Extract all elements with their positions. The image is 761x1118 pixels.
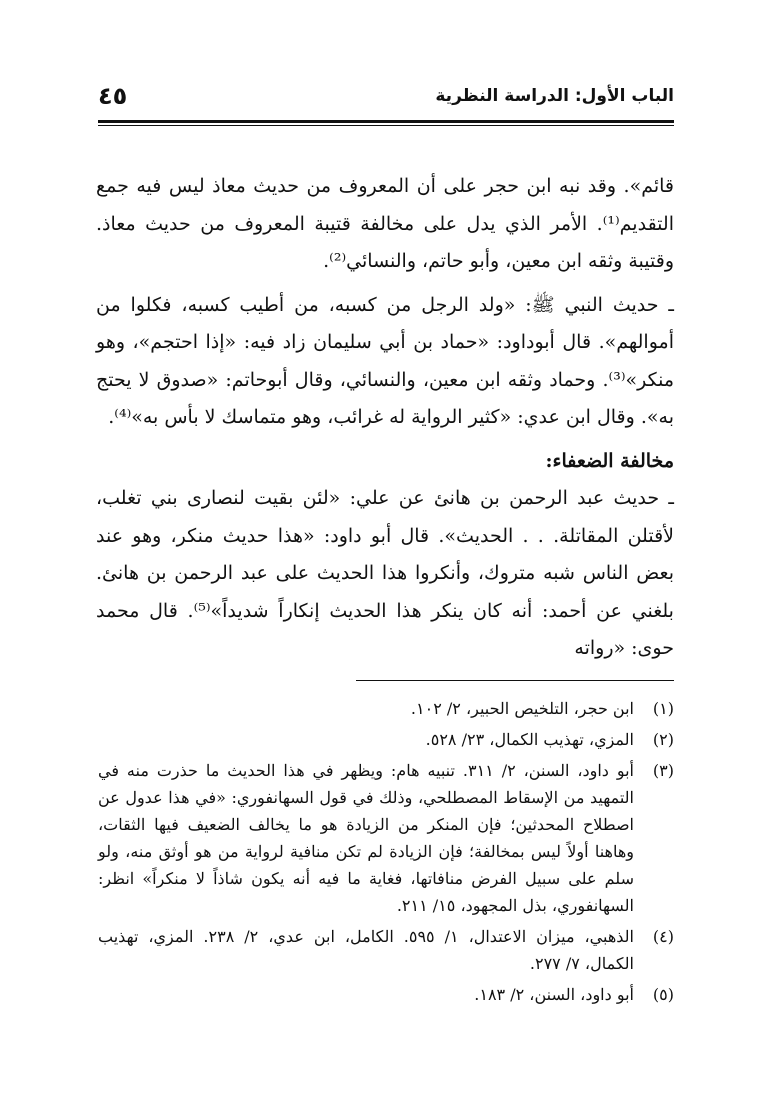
footnote-number: (٢)	[652, 730, 674, 749]
footnote-number: (٤)	[652, 927, 674, 946]
footnote-number: (٥)	[652, 985, 674, 1004]
section-heading: مخالفة الضعفاء:	[545, 449, 674, 472]
paragraph-2: ـ حديث النبي ﷺ: «ولد الرجل من كسبه، من أطيب كسبه، فكلوا من أموالهم». قال أبوداود: «حماد بن أبي سليمان زاد فيه: «إذا احتجم»، وهو منكر»⁽³⁾. وحماد وثقه ابن معين، والنسائي، وقال أبوحاتم: «صدوق لا يحتج به». وقال ابن عدي: «كثير الرواية له غرائب، وهو متماسك لا بأس به»⁽⁴⁾.	[96, 293, 674, 428]
header-rule	[98, 120, 674, 126]
footnote-number: (١)	[652, 699, 674, 718]
footnotes	[98, 695, 674, 1012]
footnote-text: المزي، تهذيب الكمال، ٢٣/ ٥٢٨.	[425, 730, 634, 749]
footnote	[98, 757, 674, 919]
footnote-text: أبو داود، السنن، ٢/ ١٨٣.	[474, 985, 634, 1004]
running-header	[98, 82, 674, 116]
main-text	[96, 168, 674, 674]
footnote-text: الذهبي، ميزان الاعتدال، ١/ ٥٩٥. الكامل، ابن عدي، ٢/ ٢٣٨. المزي، تهذيب الكمال، ٧/ ٢٧٧.	[98, 927, 634, 973]
footnote	[98, 923, 674, 977]
footnote	[98, 726, 674, 753]
paragraph-3: ـ حديث عبد الرحمن بن هانئ عن علي: «لئن بقيت لنصارى بني تغلب، لأقتلن المقاتلة. . . الحديث». قال أبو داود: «هذا حديث منكر، وهو عند بعض الناس شبه متروك، وأنكروا هذا الحديث على عبد الرحمن بن هانئ. بلغني عن أحمد: أنه كان ينكر هذا الحديث إنكاراً شديداً»⁽⁵⁾. قال محمد حوى: «رواته	[96, 487, 674, 659]
footnote	[98, 981, 674, 1008]
chapter-title: الباب الأول: الدراسة النظرية	[435, 86, 674, 106]
footnote-number: (٣)	[652, 761, 674, 780]
footnote-text: ابن حجر، التلخيص الحبير، ٢/ ١٠٢.	[410, 699, 634, 718]
paragraph-1: قائم». وقد نبه ابن حجر على أن المعروف من حديث معاذ ليس فيه جمع التقديم⁽¹⁾. الأمر الذي يدل على مخالفة قتيبة المعروف من حديث معاذ. وقتيبة وثقه ابن معين، وأبو حاتم، والنسائي⁽²⁾.	[96, 175, 674, 272]
footnote-separator	[356, 680, 674, 681]
page-number: ٤٥	[98, 82, 128, 110]
footnote-text: أبو داود، السنن، ٢/ ٣١١. تنبيه هام: ويظهر في هذا الحديث ما حذرت منه في التمهيد من الإسقاط المصطلحي، وذلك في قول السهانفوري: «في هذا عدول عن اصطلاح المحدثين؛ فإن المنكر من الزيادة هو ما يخالف الضعيف فيها الثقات، وهاهنا أولاً ليس بمخالفة؛ فإن الزيادة لم تكن منافية لرواية من هو أوثق منه، ولو سلم على سبيل الفرض منافاتها، فغاية ما فيه أنه يكون شاذاً لا منكراً» انظر: السهانفوري، بذل المجهود، ١٥/ ٢١١.	[98, 761, 634, 915]
footnote	[98, 695, 674, 722]
